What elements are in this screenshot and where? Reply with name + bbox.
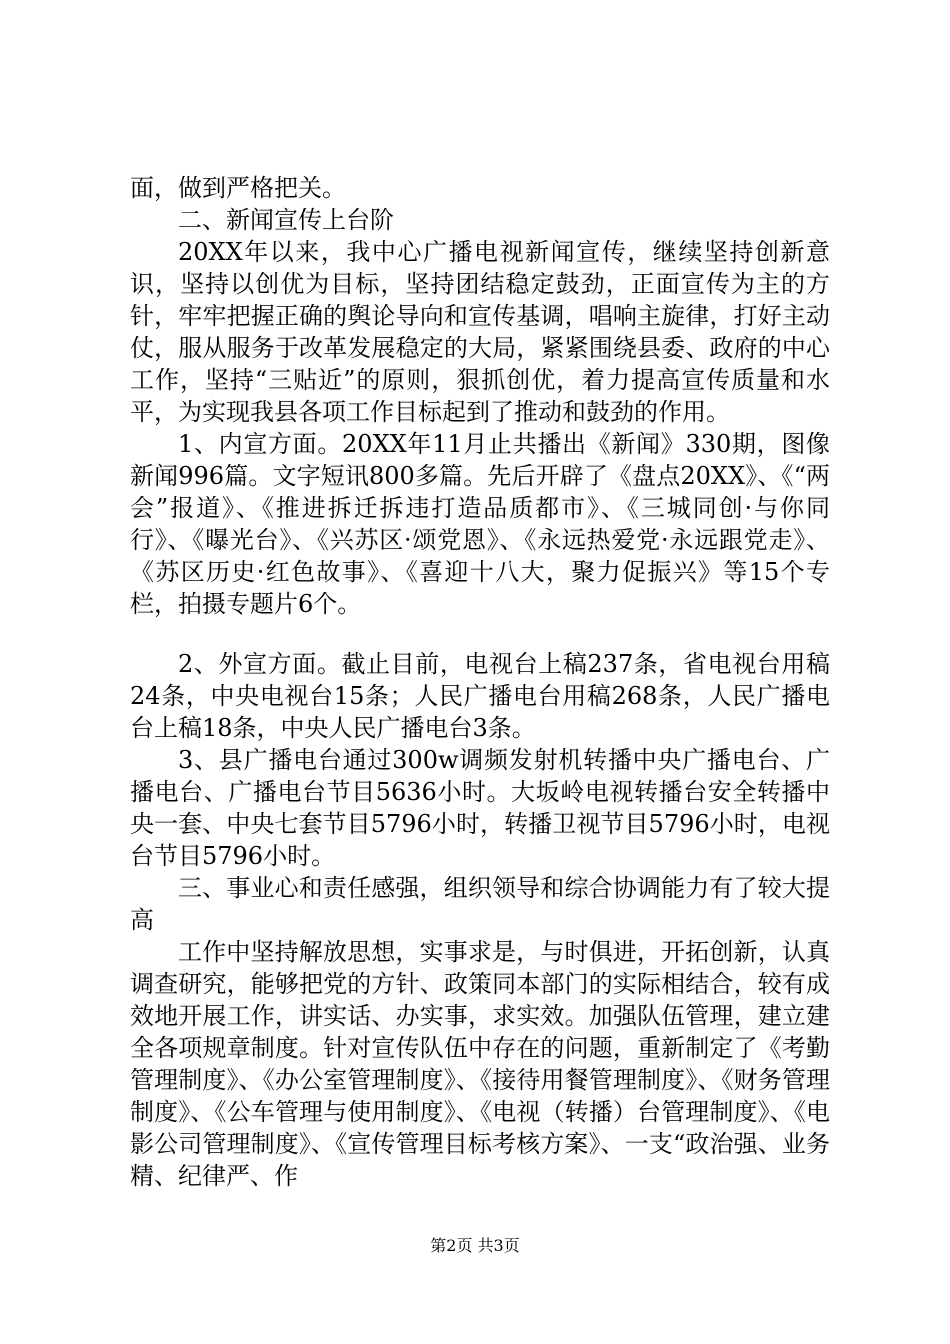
paragraph-news-intro: 20XX年以来，我中心广播电视新闻宣传，继续坚持创新意识，坚持以创优为目标，坚持团结稳定鼓劲，正面宣传为主的方针，牢牢把握正确的舆论导向和宣传基调，唱响主旋律，打好主动仗，服从服务于改革发展稳定的大局，紧紧围绕县委、政府的中心工作，坚持“三贴近”的原则，狠抓创优，着力提高宣传质量和水平，为实现我县各项工作目标起到了推动和鼓劲的作用。 bbox=[130, 238, 830, 426]
document-body bbox=[130, 172, 830, 1192]
page-number: 第2页 共3页 bbox=[430, 1236, 520, 1255]
section-heading-news: 二、新闻宣传上台阶 bbox=[178, 206, 394, 234]
paragraph-spacer bbox=[130, 620, 830, 648]
paragraph-continuation: 面，做到严格把关。 bbox=[130, 174, 346, 202]
page-footer bbox=[0, 1236, 950, 1256]
section-heading-responsibility: 三、事业心和责任感强，组织领导和综合协调能力有了较大提高 bbox=[130, 874, 830, 934]
paragraph-work-practice: 工作中坚持解放思想，实事求是，与时俱进，开拓创新，认真调查研究，能够把党的方针、政策同本部门的实际相结合，较有成效地开展工作，讲实话、办实事，求实效。加强队伍管理，建立建全各项规章制度。针对宣传队伍中存在的问题，重新制定了《考勤管理制度》、《办公室管理制度》、《接待用餐管理制度》、《财务管理制度》、《公车管理与使用制度》、《电视（转播）台管理制度》、《电影公司管理制度》、《宣传管理目标考核方案》、一支“政治强、业务精、纪律严、作 bbox=[130, 938, 830, 1190]
paragraph-internal-publicity: 1、内宣方面。20XX年11月止共播出《新闻》330期，图像新闻996篇。文字短讯800多篇。先后开辟了《盘点20XX》、《“两会”报道》、《推进拆迁拆违打造品质都市》、《三城同创·与你同行》、《曝光台》、《兴苏区·颂党恩》、《永远热爱党·永远跟党走》、《苏区历史·红色故事》、《喜迎十八大，聚力促振兴》等15个专栏，拍摄专题片6个。 bbox=[130, 430, 830, 618]
paragraph-external-publicity: 2、外宣方面。截止目前，电视台上稿237条，省电视台用稿24条，中央电视台15条；人民广播电台用稿268条，人民广播电台上稿18条，中央人民广播电台3条。 bbox=[130, 650, 830, 742]
paragraph-broadcast-relay: 3、县广播电台通过300w调频发射机转播中央广播电台、广播电台、广播电台节目5636小时。大坂岭电视转播台安全转播中央一套、中央七套节目5796小时，转播卫视节目5796小时，电视台节目5796小时。 bbox=[130, 746, 830, 870]
